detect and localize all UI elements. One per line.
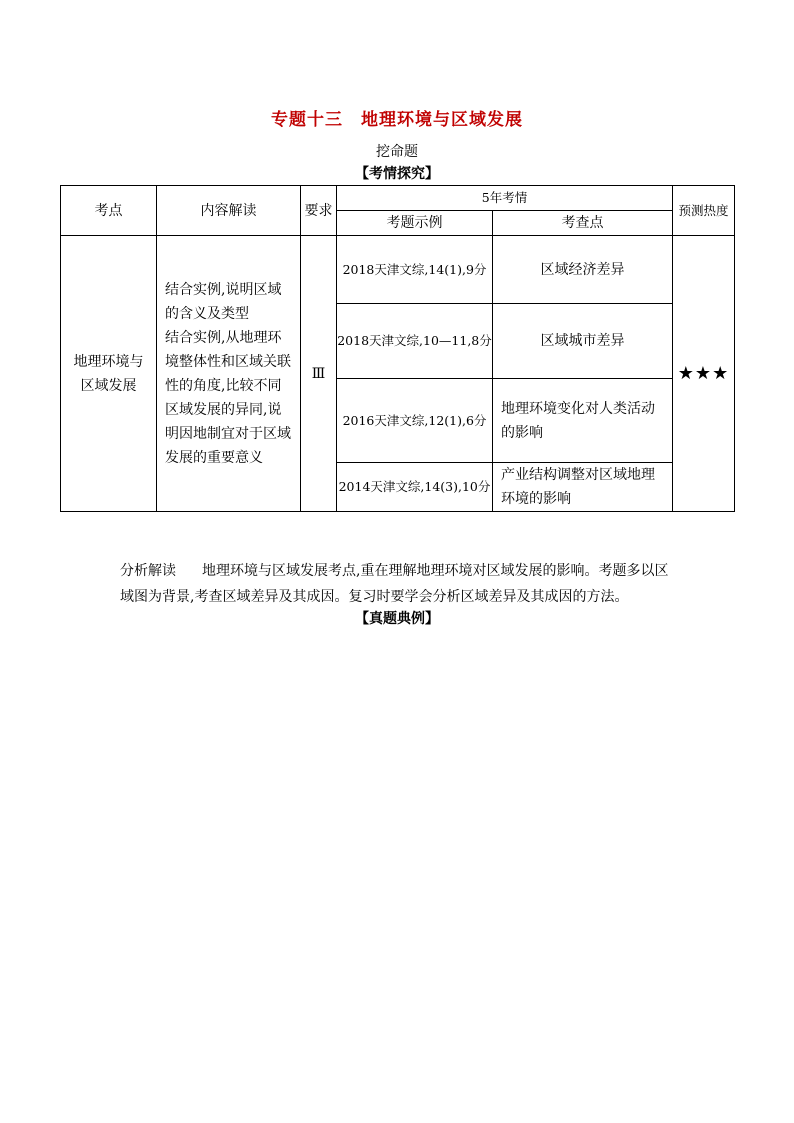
example-cell: 2014天津文综,14(3),10分 bbox=[337, 463, 493, 512]
example-cell: 2016天津文综,12(1),6分 bbox=[337, 379, 493, 463]
page-title: 专题十三 地理环境与区域发展 bbox=[271, 110, 523, 130]
point-cell: 区域城市差异 bbox=[493, 304, 673, 379]
analysis-text: 地理环境与区域发展考点,重在理解地理环境对区域发展的影响。考题多以区域图为背景,考查区域差异及其成因。复习时要学会分析区域差异及其成因的方法。 bbox=[120, 563, 669, 605]
header-shili: 考题示例 bbox=[337, 211, 493, 236]
point-cell: 地理环境变化对人类活动的影响 bbox=[493, 379, 673, 463]
heat-stars: ★★★ bbox=[673, 236, 735, 512]
content-cell bbox=[157, 236, 301, 512]
header-kaodian: 考点 bbox=[61, 186, 157, 236]
level-cell: Ⅲ bbox=[301, 236, 337, 512]
topic-text: 地理环境与区域发展 bbox=[73, 353, 144, 394]
analysis-label: 分析解读 bbox=[120, 563, 176, 579]
header-yuce: 预测热度 bbox=[673, 186, 735, 236]
section-heading-kaoqing: 【考情探究】 bbox=[355, 166, 439, 182]
header-kaochadian: 考查点 bbox=[493, 211, 673, 236]
header-neirong: 内容解读 bbox=[157, 186, 301, 236]
header-yaoqiu: 要求 bbox=[301, 186, 337, 236]
subtitle: 挖命题 bbox=[376, 144, 418, 160]
exam-table bbox=[60, 185, 735, 512]
example-cell: 2018天津文综,14(1),9分 bbox=[337, 236, 493, 304]
content-text: 结合实例,说明区域的含义及类型 结合实例,从地理环境整体性和区域关联性的角度,比较不同区域发展的异同,说明因地制宜对于区域发展的重要意义 bbox=[165, 281, 291, 466]
header-five-year: 5年考情 bbox=[337, 186, 673, 211]
topic-cell bbox=[61, 236, 157, 512]
analysis-paragraph bbox=[120, 558, 680, 610]
point-cell: 区域经济差异 bbox=[493, 236, 673, 304]
example-cell: 2018天津文综,10—11,8分 bbox=[337, 304, 493, 379]
section-heading-zhenti: 【真题典例】 bbox=[355, 611, 439, 627]
point-cell: 产业结构调整对区域地理环境的影响 bbox=[493, 463, 673, 512]
